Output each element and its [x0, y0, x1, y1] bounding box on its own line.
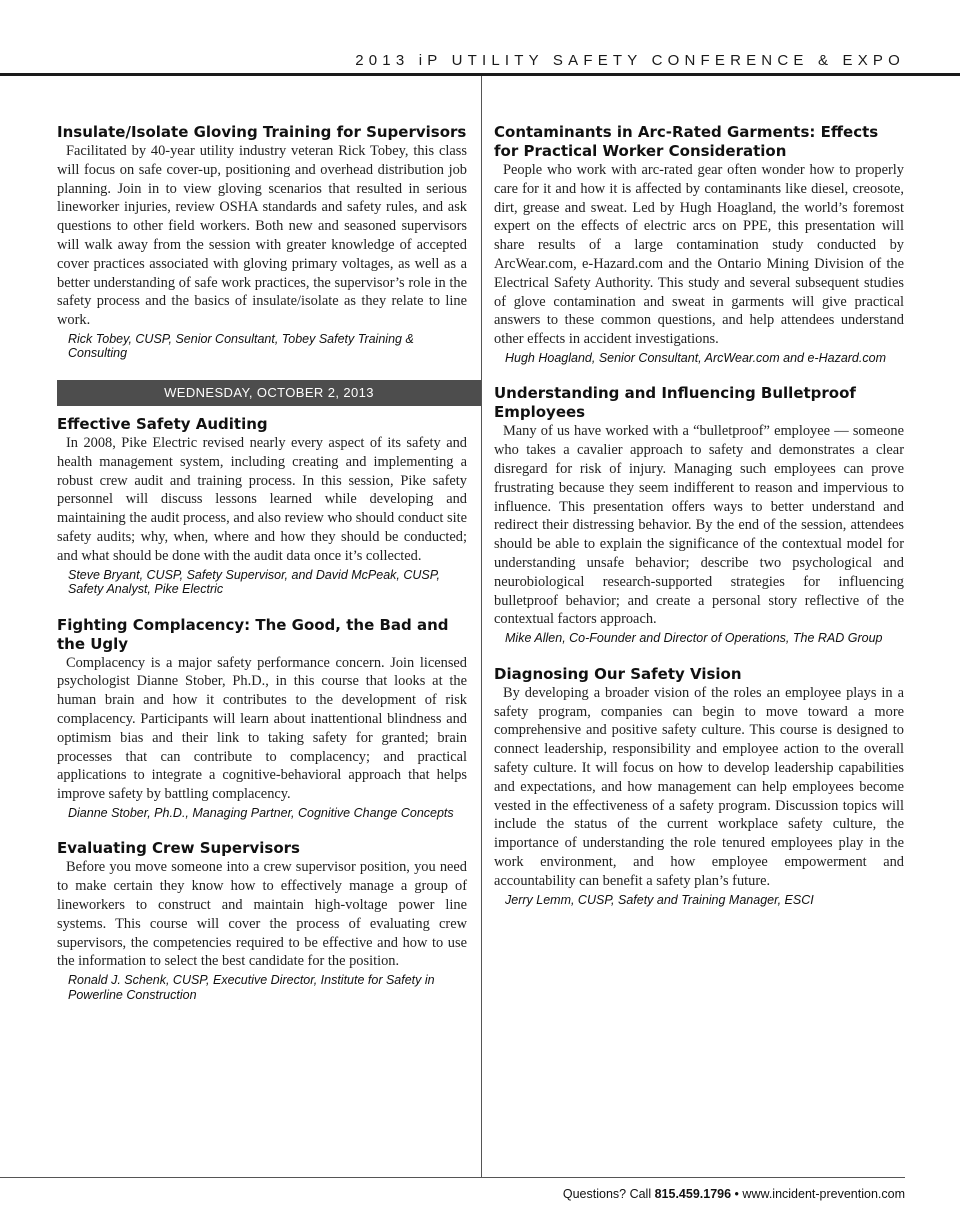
session-title: Diagnosing Our Safety Vision [494, 664, 742, 683]
footer-rule [0, 1177, 905, 1178]
right-column [494, 123, 904, 926]
session-speaker: Mike Allen, Co-Founder and Director of Operations, The RAD Group [505, 631, 883, 646]
session-speaker: Rick Tobey, CUSP, Senior Consultant, Tobey Safety Training & Consulting [68, 331, 414, 361]
session-description: In 2008, Pike Electric revised nearly every aspect of its safety and health management system, including creating and implementing a robust crew audit and training process. In this session, Pike safety personnel will discuss lessons learned while developing and maintaining the audit process, and also review who should conduct site safety audits; why, when, where and how they should be conducted; and what should be done with the audit data once it’s collected. [57, 434, 467, 564]
left-sessions-after [57, 415, 467, 1002]
session-block [494, 384, 904, 645]
left-sessions-before [57, 123, 467, 361]
right-sessions [494, 123, 904, 907]
session-title: Insulate/Isolate Gloving Training for Supervisors [57, 123, 467, 141]
left-column [57, 123, 467, 1021]
session-block [57, 415, 467, 597]
session-description: People who work with arc-rated gear often wonder how to properly care for it and how it is affected by contaminants like diesel, creosote, dirt, grease and sweat. Led by Hugh Hoagland, the world’s foremost expert on the effects of electric arcs on PPE, this presentation will share results of a large contamination study conducted by ArcWear.com, e-Hazard.com and the Ontario Mining Division of the Electrical Safety Authority. This study and several subsequent studies of glove contamination and sweat in garments will give practical answers to these common questions, and help attendees understand other effects in accident investigations. [494, 162, 904, 348]
session-description: By developing a broader vision of the roles an employee plays in a safety program, companies can begin to move toward a more comprehensive and positive safety culture. This course is designed to connect leadership, responsibility and employee action to the overall safety culture. It will focus on how to develop leadership capabilities and expectations, and how management can help employees become vested in the effectiveness of a safety program. Discussion topics will include the status of the current workplace safety culture, the importance of understanding the role tenured employees play in the work environment, and how employee empowerment and accountability can benefit a safety plan’s future. [494, 684, 904, 889]
session-description: Complacency is a major safety performance concern. Join licensed psychologist Dianne Stober, Ph.D., in this course that looks at the human brain and how it contributes to the development of risk complacency. Participants will learn about inattentional blindness and optimism bias and their link to taking safety for granted; brain processes that can contribute to complacency; and practical applications to integrate a cognitive-behavioral approach that helps improve safety by battling complacency. [57, 654, 467, 803]
footer-separator: • [734, 1187, 739, 1201]
header-rule [0, 73, 960, 76]
session-description: Before you move someone into a crew supervisor position, you need to make certain they know how to effectively manage a group of lineworkers to construct and maintain high-voltage power line systems. This course will cover the process of evaluating crew supervisors, the competencies required to be effective and how to use the information to select the best candidate for the position. [57, 859, 467, 970]
date-bar: WEDNESDAY, OCTOBER 2, 2013 [57, 380, 481, 406]
footer-website-link[interactable]: www.incident-prevention.com [742, 1187, 905, 1201]
session-block [57, 839, 467, 1002]
footer [563, 1187, 905, 1201]
session-block [494, 123, 904, 365]
session-block [494, 665, 904, 907]
session-speaker: Dianne Stober, Ph.D., Managing Partner, Cognitive Change Concepts [68, 805, 454, 820]
session-speaker: Jerry Lemm, CUSP, Safety and Training Manager, ESCI [505, 892, 814, 907]
footer-prefix: Questions? Call [562, 1187, 652, 1201]
footer-phone: 815.459.1796 [654, 1187, 732, 1201]
session-speaker: Ronald J. Schenk, CUSP, Executive Director, Institute for Safety in Powerline Construction [68, 973, 435, 1002]
session-description: Many of us have worked with a “bulletproof” employee — someone who takes a cavalier approach to safety and demonstrates a clear disregard for risk of injury. Managing such employees can prove frustrating because they seem indifferent to reason and impervious to influence. This presentation offers ways to better understand and redirect their distressing behavior. By the end of the session, attendees should be able to explain the significance of the contextual model for understanding unsafe behavior; describe two psychological and neurobiological research-supported strategies for influencing bulletproof behavior; and create a personal story reflective of the contextual factors approach. [494, 423, 904, 628]
session-description: Facilitated by 40-year utility industry veteran Rick Tobey, this class will focus on safe cover-up, positioning and overhead distribution job planning. Join in to view gloving scenarios that resulted in serious lineworker injuries, review OSHA standards and safety rules, and ask questions to other field workers. Both new and seasoned supervisors will walk away from the session with greater knowledge of accepted cover practices associated with gloving primary voltages, as well as a better understanding of safe work practices, the supervisor’s role in the safety process and the basics of insulate/isolate as they relate to line work. [57, 143, 467, 329]
session-block [57, 123, 467, 361]
session-speaker: Steve Bryant, CUSP, Safety Supervisor, and David McPeak, CUSP, Safety Analyst, Pike Electric [68, 567, 440, 597]
session-title: Understanding and Influencing Bulletproof Employees [494, 384, 856, 422]
page-header-title: 2013 iP UTILITY SAFETY CONFERENCE & EXPO [355, 52, 905, 69]
session-title: Effective Safety Auditing [57, 414, 268, 433]
session-block [57, 616, 467, 821]
session-title: Fighting Complacency: The Good, the Bad and the Ugly [57, 615, 449, 653]
column-divider [481, 76, 482, 1178]
session-title: Evaluating Crew Supervisors [57, 839, 300, 858]
session-title: Contaminants in Arc-Rated Garments: Effects for Practical Worker Consideration [494, 123, 879, 160]
session-speaker: Hugh Hoagland, Senior Consultant, ArcWear.com and e-Hazard.com [505, 350, 886, 365]
